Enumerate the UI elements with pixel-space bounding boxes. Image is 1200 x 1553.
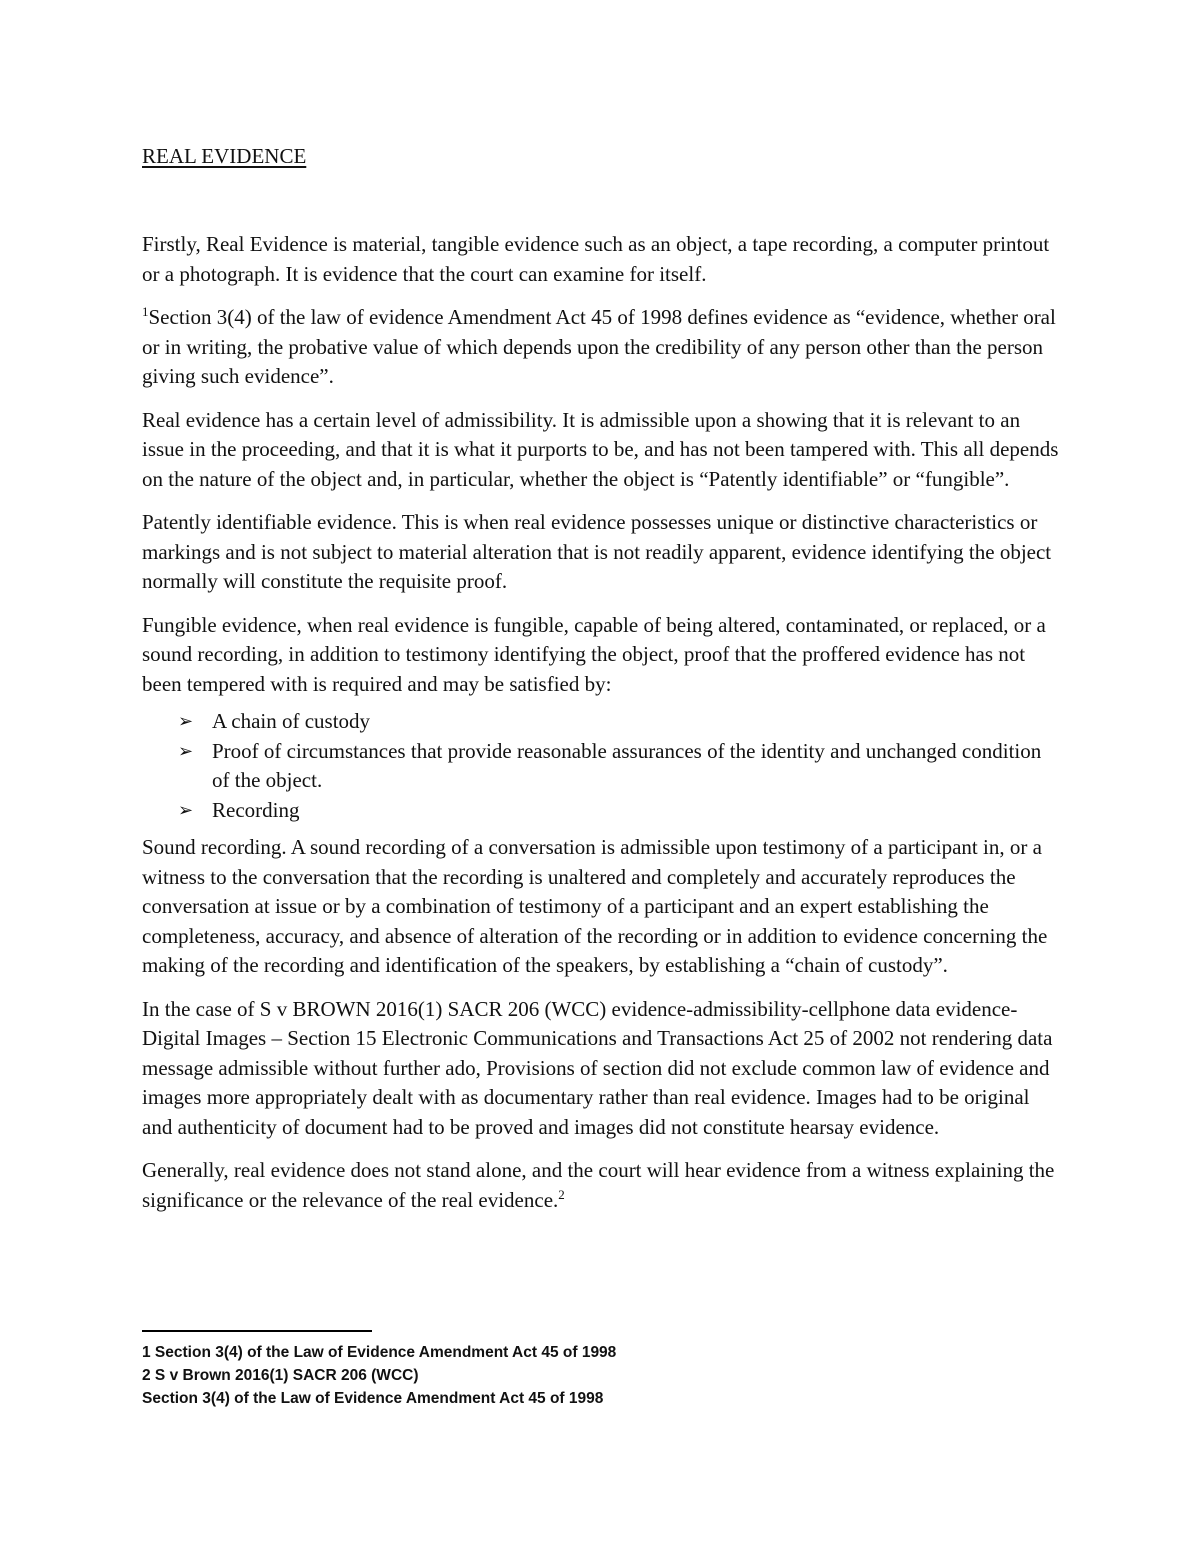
bullet-list [142, 707, 1062, 825]
paragraph-s-v-brown: In the case of S v BROWN 2016(1) SACR 206 (WCC) evidence-admissibility-cellphone data evidence- Digital Images – Section 15 Electronic Communications and Transactions Act 25 of 2002 not rendering data message admissible without further ado, Provisions of section did not exclude common law of evidence and images more appropriately dealt with as documentary rather than real evidence. Images had to be original and authenticity of document had to be proved and images did not constitute hearsay evidence. [142, 996, 1053, 1139]
arrowhead-bullet-icon: ➢ [178, 740, 194, 762]
paragraph-definition: Firstly, Real Evidence is material, tangible evidence such as an object, a tape recording, a computer printout or a photograph. It is evidence that the court can examine for itself. [142, 232, 1050, 286]
footnote-3: Section 3(4) of the Law of Evidence Amendment Act 45 of 1998 [142, 1390, 604, 1407]
list-item-text: Recording [212, 797, 300, 822]
paragraph-conclusion-text: Generally, real evidence does not stand alone, and the court will hear evidence from a witness explaining the significance or the relevance of the real evidence. [142, 1158, 1055, 1212]
footnote-separator [142, 1330, 372, 1332]
paragraph-fungible: Fungible evidence, when real evidence is fungible, capable of being altered, contaminated, or replaced, or a sound recording, in addition to testimony identifying the object, proof that the proffered evidence has not been tempered with is required and may be satisfied by: [142, 612, 1046, 696]
paragraph-sound-recording: Sound recording. A sound recording of a conversation is admissible upon testimony of a participant in, or a witness to the conversation that the recording is unaltered and completely and accurately reproduces the conversation at issue or by a combination of testimony of a participant and an expert establishing the completeness, accuracy, and absence of alteration of the recording or in addition to evidence concerning the making of the recording and identification of the speakers, by establishing a “chain of custody”. [142, 835, 1048, 977]
paragraph-admissibility: Real evidence has a certain level of admissibility. It is admissible upon a showing that it is relevant to an issue in the proceeding, and that it is what it purports to be, and has not been tampered with. This all depends on the nature of the object and, in particular, whether the object is “Patently identifiable” or “fungible”. [142, 407, 1059, 491]
list-item [142, 707, 1062, 737]
footnote-2: 2 S v Brown 2016(1) SACR 206 (WCC) [142, 1367, 419, 1384]
footnote-1: 1 Section 3(4) of the Law of Evidence Amendment Act 45 of 1998 [142, 1344, 617, 1361]
paragraph-conclusion [142, 1156, 1062, 1215]
arrowhead-bullet-icon: ➢ [178, 711, 194, 732]
arrowhead-bullet-icon: ➢ [178, 799, 194, 821]
paragraph-section-3-4-text: Section 3(4) of the law of evidence Amendment Act 45 of 1998 defines evidence as “evidence, whether oral or in writing, the probative value of which depends upon the credibility of any person other than the person giving such evidence”. [142, 305, 1056, 388]
list-item [142, 737, 1062, 796]
footnotes [142, 1341, 1062, 1410]
footnote-marker-2: 2 [558, 1186, 565, 1202]
page-title: REAL EVIDENCE [142, 144, 307, 168]
list-item-text: A chain of custody [212, 709, 371, 733]
list-item-text: Proof of circumstances that provide reasonable assurances of the identity and unchanged condition of the object. [212, 738, 1042, 792]
paragraph-section-3-4 [142, 303, 1062, 392]
document-body [142, 142, 1062, 1229]
paragraph-patently-identifiable: Patently identifiable evidence. This is when real evidence possesses unique or distinctive characteristics or markings and is not subject to material alteration that is not readily apparent, evidence identifying the object normally will constitute the requisite proof. [142, 510, 1052, 593]
footnote-marker-1: 1 [142, 304, 149, 319]
list-item [142, 796, 1062, 826]
